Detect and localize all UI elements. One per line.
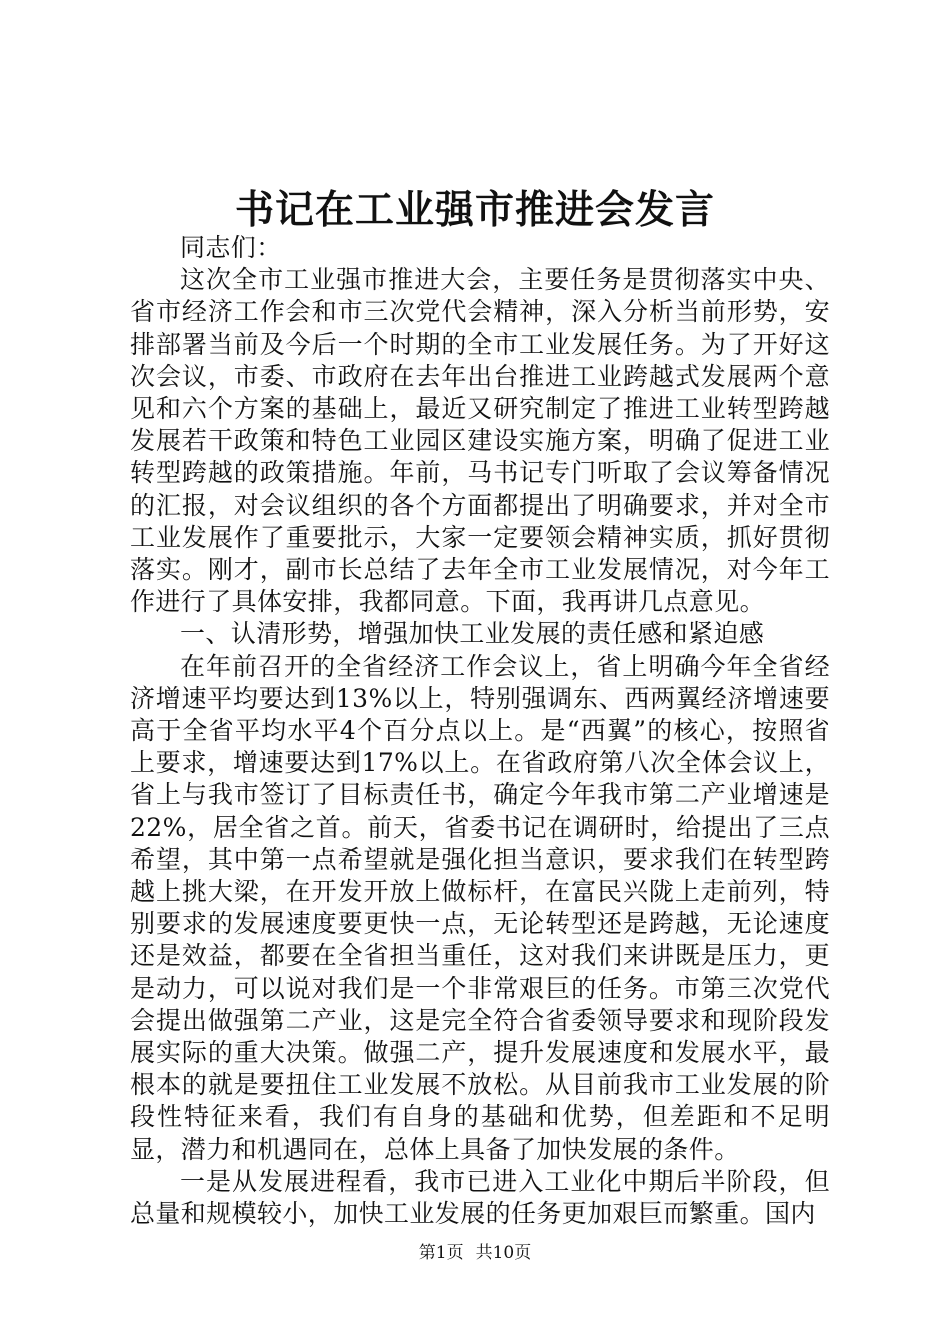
- intro-paragraph: 这次全市工业强市推进大会，主要任务是贯彻落实中央、省市经济工作会和市三次党代会精神，深入分析当前形势，安排部署当前及今后一个时期的全市工业发展任务。为了开好这次会议，市委、市政府在去年出台推进工业跨越式发展两个意见和六个方案的基础上，最近又研究制定了推进工业转型跨越发展若干政策和特色工业园区建设实施方案，明确了促进工业转型跨越的政策措施。年前，马书记专门听取了会议筹备情况的汇报，对会议组织的各个方面都提出了明确要求，并对全市工业发展作了重要批示，大家一定要领会精神实质，抓好贯彻落实。刚才，副市长总结了去年全市工业发展情况，对今年工作进行了具体安排，我都同意。下面，我再讲几点意见。: [130, 265, 830, 617]
- document-body: [130, 232, 830, 1230]
- page-total: 共10页: [475, 1243, 532, 1263]
- document-title: 书记在工业强市推进会发言: [234, 187, 715, 233]
- section-heading: 一、认清形势，增强加快工业发展的责任感和紧迫感: [180, 619, 765, 649]
- salutation-paragraph: 同志们：: [180, 233, 282, 262]
- body-paragraph: 在年前召开的全省经济工作会议上，省上明确今年全省经济增速平均要达到13%以上，特别强调东、西两翼经济增速要高于全省平均水平4个百分点以上。是“西翼”的核心，按照省上要求，增速要达到17%以上。在省政府第八次全体会议上，省上与我市签订了目标责任书，确定今年我市第二产业增速是22%，居全省之首。前天，省委书记在调研时，给提出了三点希望，其中第一点希望就是强化担当意识，要求我们在转型跨越上挑大梁，在开发开放上做标杆，在富民兴陇上走前列，特别要求的发展速度要更快一点，无论转型还是跨越，无论速度还是效益，都要在全省担当重任，这对我们来讲既是压力，更是动力，可以说对我们是一个非常艰巨的任务。市第三次党代会提出做强第二产业，这是完全符合省委领导要求和现阶段发展实际的重大决策。做强二产，提升发展速度和发展水平，最根本的就是要扭住工业发展不放松。从目前我市工业发展的阶段性特征来看，我们有自身的基础和优势，但差距和不足明显，潜力和机遇同在，总体上具备了加快发展的条件。: [130, 651, 830, 1164]
- page-footer: [0, 1242, 950, 1264]
- body-paragraph: 一是从发展进程看，我市已进入工业化中期后半阶段，但总量和规模较小，加快工业发展的任务更加艰巨而繁重。国内: [130, 1166, 830, 1229]
- page-number: 第1页: [418, 1243, 464, 1263]
